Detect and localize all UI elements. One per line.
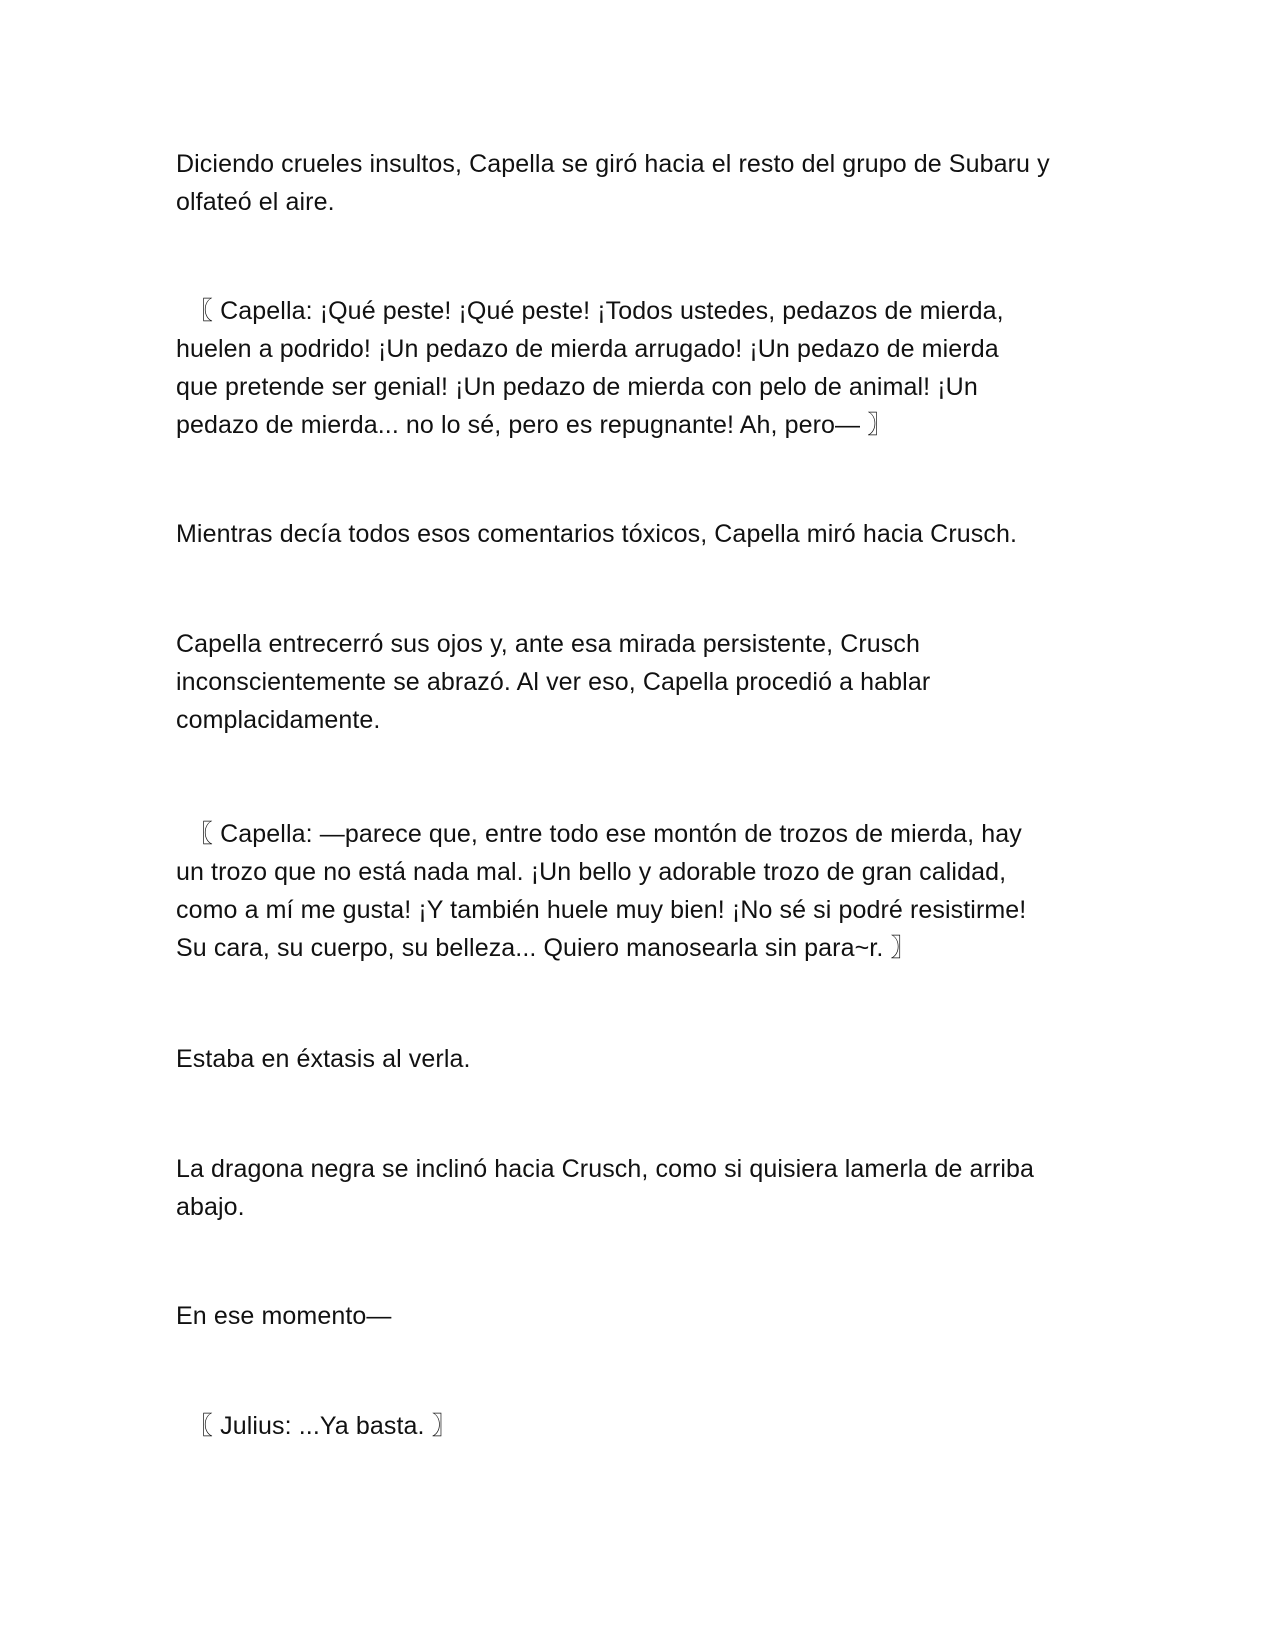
paragraph-4 (176, 625, 1106, 739)
text-line: complacidamente. (176, 706, 381, 734)
text-line: Capella entrecerró sus ojos y, ante esa mirada persistente, Crusch (176, 630, 920, 658)
text-line: como a mí me gusta! ¡Y también huele muy bien! ¡No sé si podré resistirme! (176, 896, 1027, 924)
text-line: La dragona negra se inclinó hacia Crusch, como si quisiera lamerla de arriba (176, 1155, 1035, 1183)
text-line: un trozo que no está nada mal. ¡Un bello y adorable trozo de gran calidad, (176, 858, 1007, 886)
text-line: Estaba en éxtasis al verla. (176, 1045, 471, 1073)
text-line: olfateó el aire. (176, 188, 335, 216)
text-line: En ese momento— (176, 1302, 392, 1330)
text-line: 〖 Capella: ¡Qué peste! ¡Qué peste! ¡Todos ustedes, pedazos de mierda, (188, 297, 1004, 325)
text-line: que pretende ser genial! ¡Un pedazo de mierda con pelo de animal! ¡Un (176, 373, 978, 401)
paragraph-3 (176, 515, 1106, 553)
dialogue-capella-2 (176, 815, 1106, 967)
dialogue-julius (176, 1407, 1106, 1445)
text-line: Mientras decía todos esos comentarios tóxicos, Capella miró hacia Crusch. (176, 520, 1018, 548)
dialogue-capella-1 (176, 292, 1106, 444)
text-line: huelen a podrido! ¡Un pedazo de mierda arrugado! ¡Un pedazo de mierda (176, 335, 999, 363)
text-line: abajo. (176, 1193, 245, 1221)
text-line: inconscientemente se abrazó. Al ver eso, Capella procedió a hablar (176, 668, 931, 696)
text-line: 〖 Capella: —parece que, entre todo ese montón de trozos de mierda, hay (188, 820, 1022, 848)
paragraph-7 (176, 1150, 1106, 1226)
text-line: pedazo de mierda... no lo sé, pero es repugnante! Ah, pero— 〗 (176, 411, 893, 439)
text-line: Su cara, su cuerpo, su belleza... Quiero manosearla sin para~r. 〗 (176, 934, 916, 962)
paragraph-1 (176, 145, 1106, 221)
paragraph-8 (176, 1297, 1106, 1335)
text-line: Diciendo crueles insultos, Capella se giró hacia el resto del grupo de Subaru y (176, 150, 1050, 178)
paragraph-6 (176, 1040, 1106, 1078)
text-line: 〖 Julius: ...Ya basta. 〗 (188, 1412, 457, 1440)
